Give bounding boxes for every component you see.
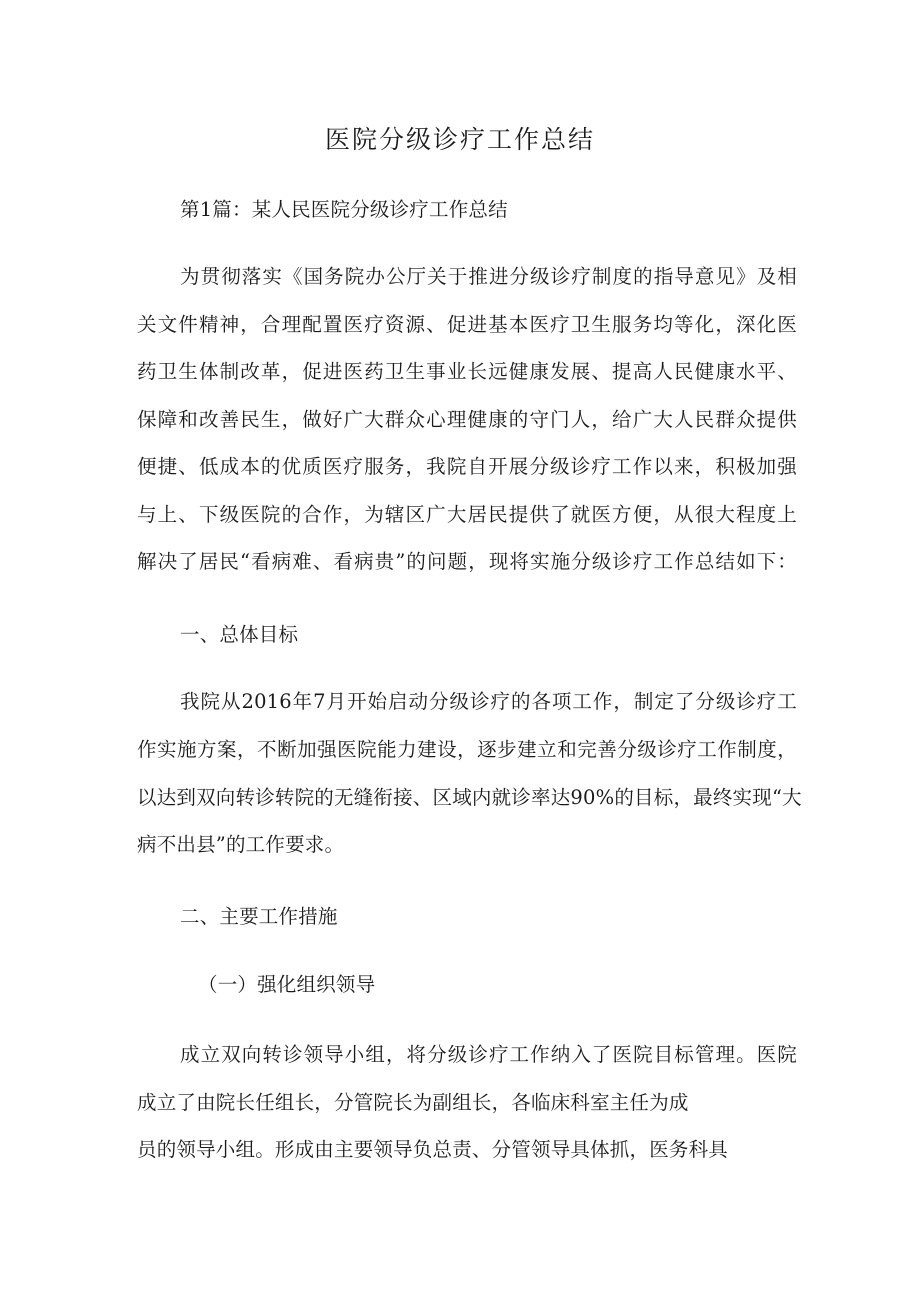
intro-line: 解决了居民“看病难、看病贵”的问题，现将实施分级诊疗工作总结如下： (137, 550, 797, 573)
subsection1-line: 成立双向转诊领导小组，将分级诊疗工作纳入了医院目标管理。医院 (180, 1043, 797, 1066)
section1-line: 病不出县”的工作要求。 (137, 833, 345, 856)
intro-line: 便捷、低成本的优质医疗服务，我院自开展分级诊疗工作以来，积极加强 (137, 455, 797, 478)
intro-line: 药卫生体制改革，促进医药卫生事业长远健康发展、提高人民健康水平、 (137, 360, 797, 383)
section1-line: 作实施方案，不断加强医院能力建设，逐步建立和完善分级诊疗工作制度， (137, 738, 797, 761)
section1-line: 我院从2016年7月开始启动分级诊疗的各项工作，制定了分级诊疗工 (180, 690, 797, 713)
section-heading-goals: 一、总体目标 (180, 623, 299, 646)
section1-line: 以达到双向转诊转院的无缝衔接、区域内就诊率达90%的目标，最终实现“大 (137, 786, 802, 809)
section-heading-measures: 二、主要工作措施 (180, 905, 338, 928)
intro-line: 保障和改善民生，做好广大群众心理健康的守门人，给广大人民群众提供 (137, 408, 797, 431)
chapter-heading: 第1篇：某人民医院分级诊疗工作总结 (180, 198, 508, 221)
intro-line: 为贯彻落实《国务院办公厅关于推进分级诊疗制度的指导意见》及相 (180, 265, 797, 288)
subsection1-line: 成立了由院长任组长，分管院长为副组长，各临床科室主任为成 (137, 1091, 689, 1114)
subsection-heading-leadership: （一）强化组织领导 (198, 973, 376, 996)
intro-line: 与上、下级医院的合作，为辖区广大居民提供了就医方便，从很大程度上 (137, 503, 797, 526)
document-title: 医院分级诊疗工作总结 (324, 125, 595, 154)
subsection1-line: 员的领导小组。形成由主要领导负总责、分管领导具体抓，医务科具 (137, 1138, 729, 1161)
intro-line: 关文件精神，合理配置医疗资源、促进基本医疗卫生服务均等化，深化医 (137, 313, 797, 336)
